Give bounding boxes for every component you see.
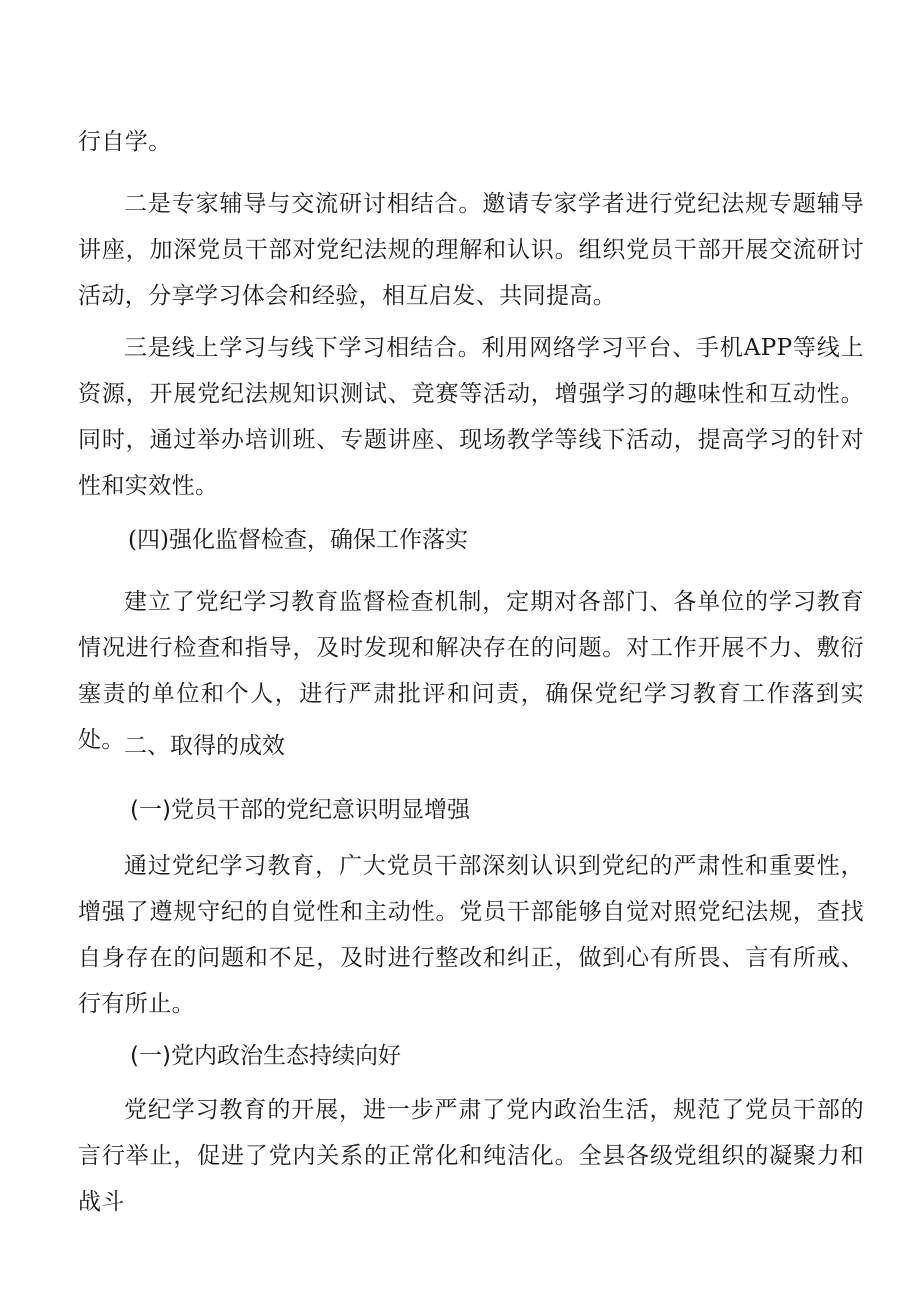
paragraph-method-two: 二是专家辅导与交流研讨相结合。邀请专家学者进行党纪法规专题辅导讲座，加深党员干部对党纪法规的理解和认识。组织党员干部开展交流研讨活动，分享学习体会和经验，相互启发、共同提高。	[78, 191, 864, 309]
subheading-awareness: (一)党员干部的党纪意识明显增强	[130, 797, 470, 823]
section-heading-results: 二、取得的成效	[124, 733, 285, 759]
paragraph-awareness: 通过党纪学习教育，广大党员干部深刻认识到党纪的严肃性和重要性，增强了遵规守纪的自觉性和主动性。党员干部能够自觉对照党纪法规，查找自身存在的问题和不足，及时进行整改和纠正，做到心有所畏、言有所戒、行有所止。	[78, 853, 864, 1017]
subheading-four: (四)强化监督检查，确保工作落实	[128, 527, 468, 553]
paragraph-continuation: 行自学。	[78, 129, 172, 155]
paragraph-political-ecology: 党纪学习教育的开展，进一步严肃了党内政治生活，规范了党员干部的言行举止，促进了党内关系的正常化和纯洁化。全县各级党组织的凝聚力和战斗	[78, 1097, 864, 1215]
paragraph-method-three: 三是线上学习与线下学习相结合。利用网络学习平台、手机APP等线上资源，开展党纪法规知识测试、竞赛等活动，增强学习的趣味性和互动性。同时，通过举办培训班、专题讲座、现场教学等线下活动，提高学习的针对性和实效性。	[78, 335, 864, 499]
paragraph-supervision: 建立了党纪学习教育监督检查机制，定期对各部门、各单位的学习教育情况进行检查和指导，及时发现和解决存在的问题。对工作开展不力、敷衍塞责的单位和个人，进行严肃批评和问责，确保党纪学习教育工作落到实处。	[78, 589, 864, 753]
subheading-political-ecology: (一)党内政治生态持续向好	[130, 1043, 401, 1069]
